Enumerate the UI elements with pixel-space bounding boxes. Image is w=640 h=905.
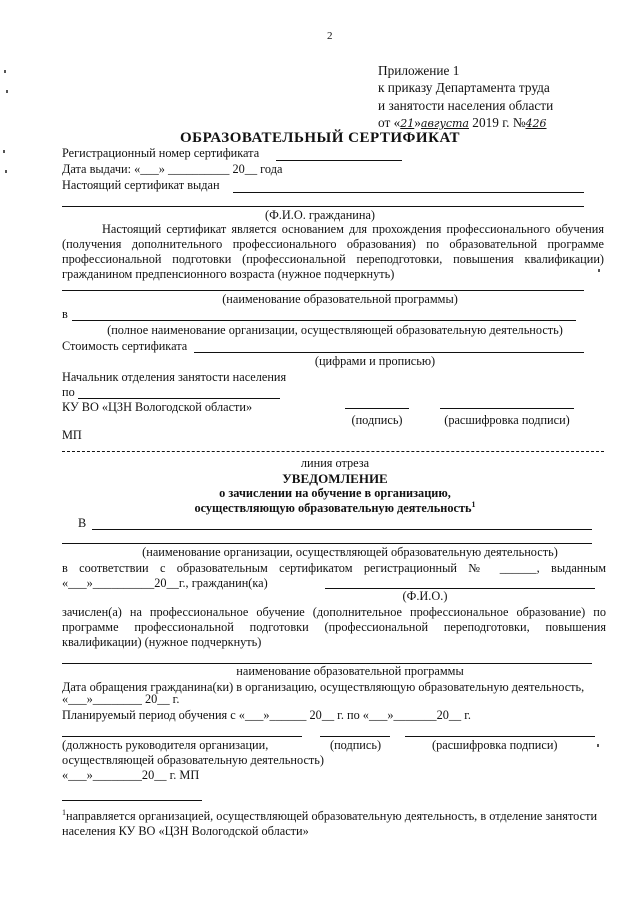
date-prefix: от « (378, 114, 401, 130)
notice-signature-field[interactable] (320, 736, 390, 737)
head-line1: Начальник отделения занятости населения (62, 370, 287, 384)
issued-to-field[interactable] (233, 192, 584, 193)
issue-date-label: Дата выдачи: «___» __________ 20__ года (62, 162, 283, 176)
appendix-header (378, 62, 553, 131)
notice-citizen-field[interactable] (325, 588, 595, 589)
notice-program-caption: наименование образовательной программы (236, 664, 464, 678)
footnote-number: 1 (62, 808, 66, 817)
notice-appeal-date-blank: «___»________ 20__ г. (62, 692, 180, 706)
program-field[interactable] (62, 290, 584, 291)
certificate-body-text: Настоящий сертификат является основанием для прохождения профессионального обучения (получения дополнительного профессионального образования) по образовательной программе профессиональной подготовки (профессиональной переподготовки, повышения квалификации) гражданином предпенсионного возраста (нужное подчеркнуть) (62, 222, 604, 281)
program-caption: (наименование образовательной программы) (222, 292, 458, 306)
notice-position-caption1: (должность руководителя организации, (62, 738, 269, 752)
notice-signature-decode-caption: (расшифровка подписи) (432, 738, 558, 752)
reg-number-field[interactable] (276, 160, 402, 161)
signature-decode-field[interactable] (440, 408, 574, 409)
signature-decode-caption: (расшифровка подписи) (444, 413, 570, 427)
notice-period-text: Планируемый период обучения с «___»______ 20__ г. по «___»_______20__ г. (62, 708, 471, 722)
page-number: 2 (327, 30, 333, 42)
head-line3: КУ ВО «ЦЗН Вологодской области» (62, 400, 253, 414)
cut-line-label: линия отреза (300, 456, 370, 470)
notice-fio-caption: (Ф.И.О.) (402, 589, 448, 603)
notice-subtitle2-text: осуществляющую образовательную деятельность (194, 501, 472, 516)
cut-line (62, 451, 604, 452)
head-department-field[interactable] (78, 398, 280, 399)
appendix-line1: Приложение 1 (378, 63, 460, 78)
date-suffix: 2019 г. № (468, 114, 526, 130)
scan-mark (598, 269, 600, 272)
signature-caption: (подпись) (351, 413, 403, 427)
notice-position-field[interactable] (62, 736, 302, 737)
notice-title: УВЕДОМЛЕНИЕ (282, 471, 388, 486)
cost-field[interactable] (194, 352, 584, 353)
cost-label: Стоимость сертификата (62, 339, 188, 353)
date-day: 21 (400, 116, 415, 130)
order-number: 426 (525, 116, 547, 130)
scan-mark (5, 170, 7, 173)
notice-date-stamp: «___»________20__ г. МП (62, 768, 200, 782)
organization-field[interactable] (72, 320, 576, 321)
cost-caption: (цифрами и прописью) (314, 354, 436, 368)
notice-subtitle2 (140, 500, 530, 516)
appendix-line3: и занятости населения области (378, 97, 554, 113)
footnote-separator (62, 800, 202, 801)
scan-mark (4, 70, 6, 73)
signature-field[interactable] (345, 408, 409, 409)
footnote-mark: 1 (471, 500, 476, 509)
notice-organization-caption: (наименование организации, осуществляющей образовательную деятельность) (142, 545, 558, 559)
notice-signature-caption: (подпись) (330, 738, 382, 752)
scan-mark (597, 744, 599, 747)
scan-mark (6, 90, 8, 93)
date-month: августа (420, 116, 469, 130)
notice-subtitle1: о зачислении на обучение в организацию, (219, 486, 451, 500)
notice-signature-decode-field[interactable] (405, 736, 595, 737)
footnote-text: направляется организацией, осуществляющей образовательную деятельность, в отделение занятости населения КУ ВО «ЦЗН Вологодской области» (62, 809, 598, 839)
issued-to-field-2[interactable] (62, 206, 584, 207)
head-line2: по (62, 385, 75, 399)
notice-appeal-date-text: Дата обращения гражданина(ки) в организацию, осуществляющую образовательную деятельность, (62, 680, 585, 694)
notice-position-caption2: осуществляющей образовательную деятельность) (62, 753, 324, 767)
notice-in-label: В (78, 516, 87, 530)
certificate-title: ОБРАЗОВАТЕЛЬНЫЙ СЕРТИФИКАТ (180, 130, 460, 146)
notice-accordance-text: в соответствии с образовательным сертификатом регистрационный № ______, выданным «___»__________20__г., гражданин(ка) (62, 561, 606, 590)
scan-mark (3, 150, 5, 153)
appendix-line2: к приказу Департамента труда (378, 80, 550, 96)
notice-enrolled-text: зачислен(а) на профессиональное обучение (дополнительное профессиональное образование) по программе профессиональной подготовки (профессиональной переподготовки, повышения квалификации) (нужное подчеркнуть) (62, 605, 606, 649)
reg-number-label: Регистрационный номер сертификата (62, 146, 260, 160)
notice-organization-field[interactable] (92, 529, 592, 530)
date-mid: » (414, 114, 421, 130)
notice-organization-field-2[interactable] (62, 543, 592, 544)
fio-caption: (Ф.И.О. гражданина) (264, 208, 376, 222)
footnote (62, 808, 602, 840)
in-label: в (62, 307, 68, 321)
stamp-label: МП (62, 428, 82, 442)
organization-caption: (полное наименование организации, осуществляющей образовательную деятельность) (107, 323, 563, 337)
issued-to-label: Настоящий сертификат выдан (62, 178, 220, 192)
